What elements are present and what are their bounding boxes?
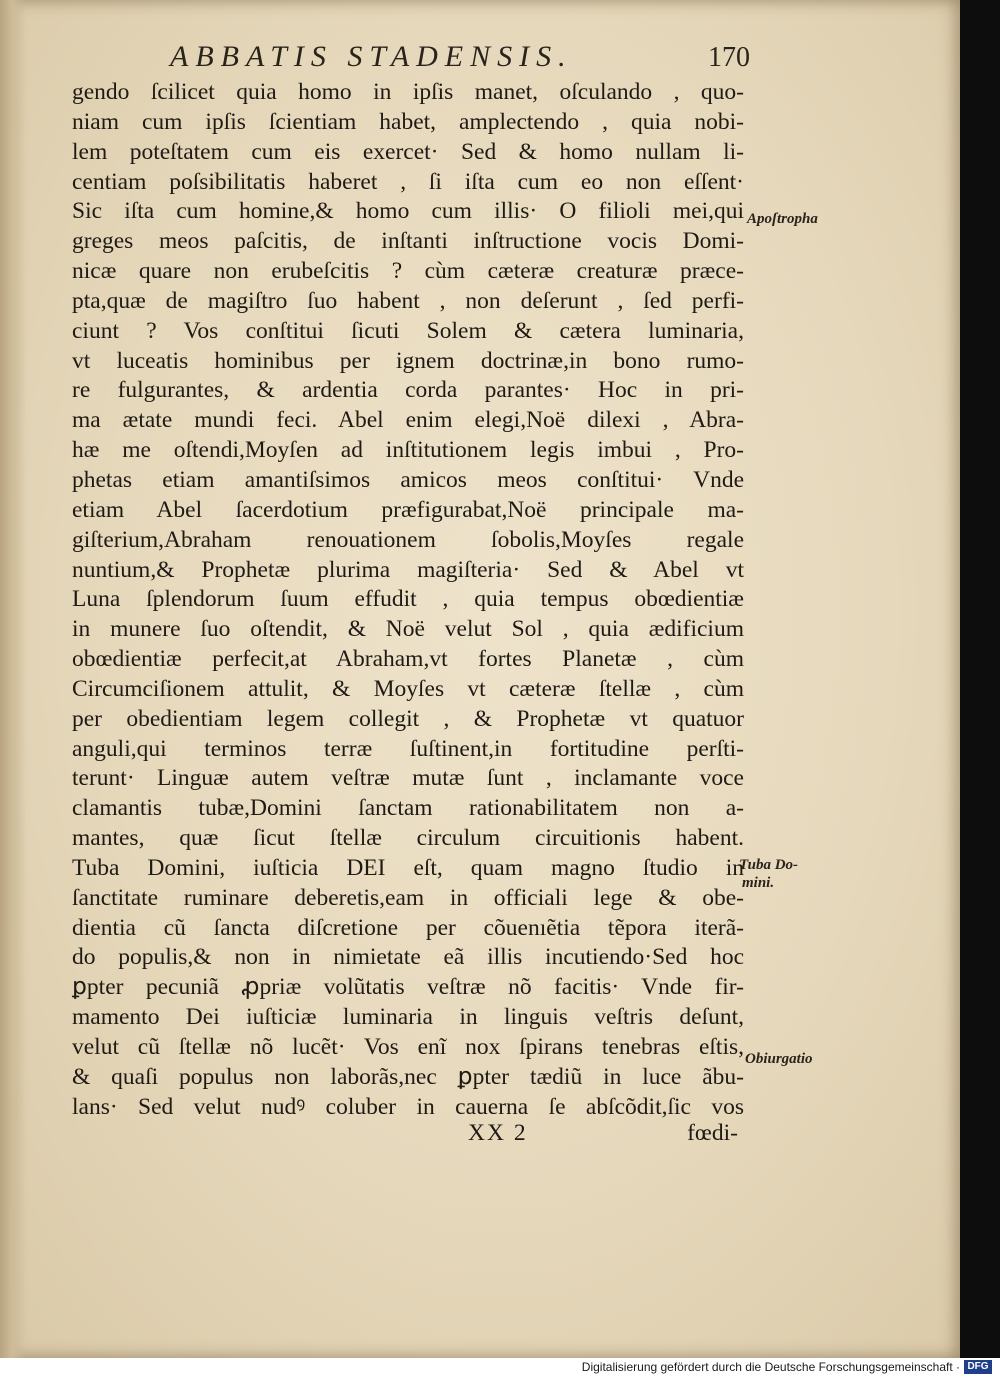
text-line: vt luceatis hominibus per ignem doctrinæ,in bono rumo- — [72, 347, 744, 374]
margin-note-tuba-line1: Tuba Do- — [739, 857, 799, 873]
funding-credit: Digitalisierung gefördert durch die Deutsche Forschungsgemeinschaft · — [581, 1360, 960, 1374]
signature-line — [72, 1120, 744, 1150]
margin-note-obiurgatio: Obiurgatio — [745, 1051, 813, 1067]
text-line: mamento Dei iuſticiæ luminaria in linguis veſtris deſunt, — [72, 1004, 744, 1031]
dfg-logo-icon: DFG — [964, 1360, 992, 1374]
text-line: in munere ſuo oſtendit, & Noë velut Sol , quia ædificium — [72, 616, 744, 643]
text-line: Sic iſta cum homine,& homo cum illis· O filioli mei,qui — [72, 198, 744, 225]
text-line: do populis,& non in nimietate eã illis incutiendo·Sed hoc — [72, 944, 744, 971]
text-line: clamantis tubæ,Domini ſanctam rationabilitatem non a- — [72, 795, 744, 822]
page-header — [60, 40, 750, 76]
text-line: gendo ſcilicet quia homo in ipſis manet, oſculando , quo- — [72, 79, 744, 105]
text-line: phetas etiam amantiſsimos amicos meos conſtitui· Vnde — [72, 466, 744, 493]
text-line: dientia cũ ſancta diſcretione per cõuenıẽtia tẽpora iterã- — [72, 914, 744, 941]
text-line: greges meos paſcitis, de inſtanti inſtructione vocis Domi- — [72, 228, 744, 255]
text-line: nuntium,& Prophetæ plurima magiſteria· Sed & Abel vt — [72, 556, 744, 583]
text-line: ma ætate mundi feci. Abel enim elegi,Noë dilexi , Abra- — [72, 407, 744, 434]
text-line: obœdientiæ perfecit,at Abraham,vt fortes Planetæ , cùm — [72, 646, 744, 673]
text-line: Circumciſionem attulit, & Moyſes vt cæteræ ſtellæ , cùm — [72, 675, 744, 702]
text-line: Tuba Domini, iuſticia DEI eſt, quam magno ſtudio in — [72, 854, 744, 881]
text-line: terunt· Linguæ autem veſtræ mutæ ſunt , inclamante voce — [72, 765, 744, 792]
text-line: anguli,qui terminos terræ ſuſtinent,in fortitudine perſti- — [72, 735, 744, 762]
page-gutter — [0, 0, 26, 1358]
text-line: centiam poſsibilitatis haberet , ſi iſta cum eo non eſſent· — [72, 168, 744, 195]
signature-mark: XX 2 — [468, 1120, 528, 1146]
page-number: 170 — [708, 42, 750, 73]
text-line: etiam Abel ſacerdotium præfigurabat,Noë principale ma- — [72, 496, 744, 523]
text-line: velut cũ ſtellæ nõ lucẽt· Vos enĩ nox ſpirans tenebras eſtis, — [72, 1034, 744, 1060]
running-title: ABBATIS STADENSIS. — [170, 40, 573, 73]
text-line: giſterium,Abraham renouationem ſobolis,Moyſes regale — [72, 526, 744, 553]
text-line: niam cum ipſis ſcientiam habet, amplectendo , quia nobi- — [72, 108, 744, 135]
margin-note-tuba-line2: mini. — [742, 875, 775, 891]
body-text — [72, 78, 744, 1123]
catchword: fœdi- — [687, 1120, 738, 1146]
text-line: & quaſi populus non laborãs,nec ꝑpter tædiũ in luce ãbu- — [72, 1063, 744, 1090]
digitization-footer — [0, 1358, 1000, 1378]
text-line: mantes, quæ ſicut ſtellæ circulum circuitionis habent. — [72, 825, 744, 852]
text-line: hæ me oſtendi,Moyſen ad inſtitutionem legis imbui , Pro- — [72, 437, 744, 464]
text-line: lem poteſtatem cum eis exercet· Sed & homo nullam li- — [72, 138, 744, 165]
text-line: ſanctitate ruminare deberetis,eam in officiali lege & obe- — [72, 884, 744, 911]
text-line: pta,quæ de magiſtro ſuo habent , non deſerunt , ſed perfi- — [72, 287, 744, 314]
text-line: lans· Sed velut nudꝰ coluber in cauerna ſe abſcõdit,ſic vos — [72, 1093, 744, 1120]
text-line: Luna ſplendorum ſuum effudit , quia tempus obœdientiæ — [72, 586, 744, 613]
margin-note-tuba-domini — [739, 856, 798, 892]
margin-note-apostropha: Apoſtropha — [747, 211, 818, 227]
text-line: re fulgurantes, & ardentia corda parantes· Hoc in pri- — [72, 377, 744, 404]
text-line: nicæ quare non erubeſcitis ? cùm cæteræ creaturæ præce- — [72, 258, 744, 285]
text-line: ꝑpter pecuniã ꝓpriæ volũtatis veſtræ nõ facitis· Vnde fir- — [72, 974, 744, 1001]
text-line: per obedientiam legem collegit , & Prophetæ vt quatuor — [72, 705, 744, 732]
text-line: ciunt ? Vos conſtitui ſicuti Solem & cætera luminaria, — [72, 317, 744, 344]
